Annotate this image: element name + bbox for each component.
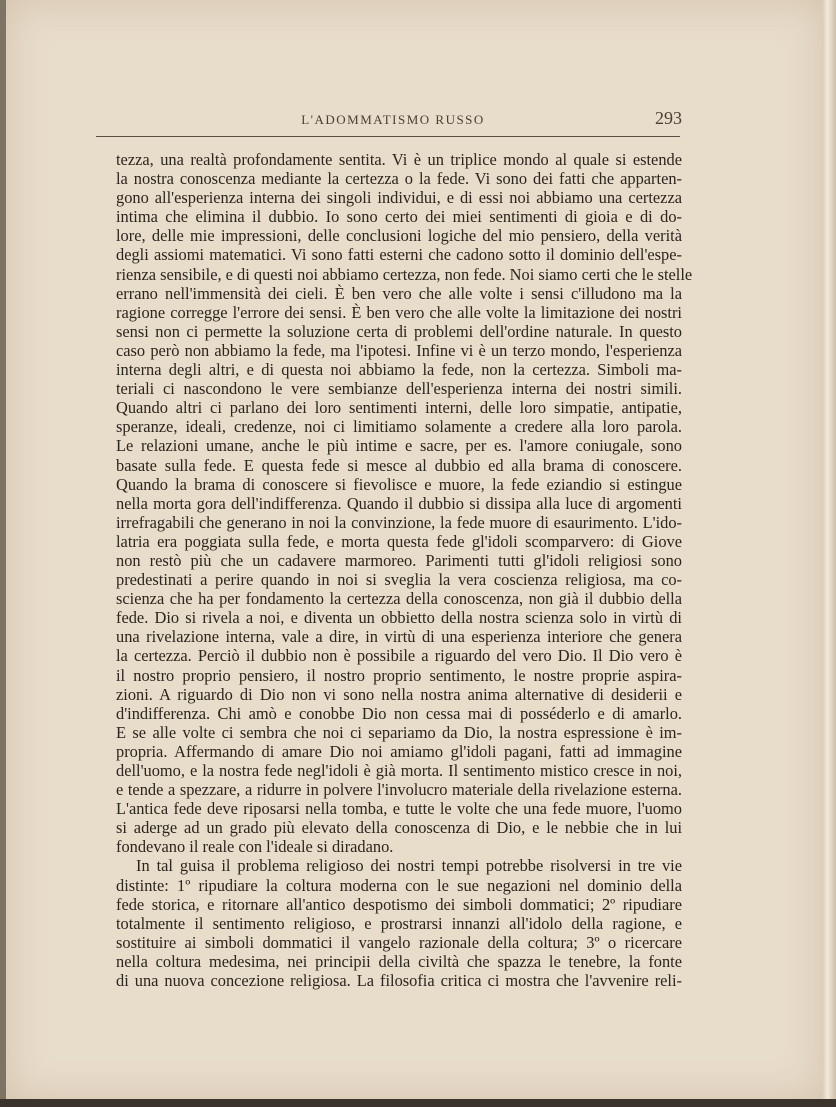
text-line: Quando la brama di conoscere si fievolisce e muore, la fede eziandio si estingue [116, 474, 682, 494]
text-line: nella coltura medesima, nei principii della civiltà che spazza le tenebre, la fonte [116, 951, 682, 971]
text-line: nella morta gora dell'indifferenza. Quando il dubbio si dissipa alla luce di argomenti [116, 493, 682, 513]
text-line: tezza, una realtà profondamente sentita. Vi è un triplice mondo al quale si estende [116, 150, 682, 169]
bottom-border [0, 1099, 836, 1107]
text-line: L'antica fede deve riposarsi nella tomba, e tutte le volte che una fede muore, l'uomo [116, 799, 682, 819]
text-line: fondevano il reale con l'ideale si diradano. [116, 837, 394, 857]
text-line: errano nell'immensità dei cieli. È ben vero che alle volte i sensi c'illudono ma la [116, 283, 682, 303]
text-line: In tal guisa il problema religioso dei nostri tempi potrebbe risolversi in tre vie [136, 856, 682, 876]
text-line: zioni. A riguardo di Dio non vi sono nella nostra anima alternative di desiderii e [116, 684, 682, 704]
body-text [116, 150, 693, 991]
text-line: d'indifferenza. Chi amò e conobbe Dio non cessa mai di posséderlo e di amarlo. [116, 703, 682, 723]
running-head: L'ADOMMATISMO RUSSO [301, 112, 485, 127]
text-line: interna degli altri, e di questa noi abbiamo la fede, non la certezza. Simboli ma- [116, 360, 682, 380]
text-line: Quando altri ci parlano dei loro sentimenti interni, delle loro simpatie, antipatie, [116, 398, 682, 418]
text-line: teriali ci nascondono le vere sembianze dell'esperienza interna dei nostri simili. [116, 379, 682, 399]
text-line: gono all'esperienza interna dei singoli individui, e di essi noi abbiamo una certezza [116, 188, 682, 208]
text-line: sensi non ci permette la soluzione certa di problemi dell'ordine naturale. In questo [116, 321, 682, 341]
text-line: dell'uomo, e la nostra fede negl'idoli è già morta. Il sentimento mistico cresce in noi, [116, 761, 682, 780]
text-line: caso però non abbiamo la fede, ma l'ipotesi. Infine vi è un terzo mondo, l'esperienza [116, 340, 682, 360]
text-line: la certezza. Perciò il dubbio non è possibile a riguardo del vero Dio. Il Dio vero è [116, 646, 682, 666]
text-line: intima che elimina il dubbio. Io sono certo dei miei sentimenti di gioia e di do- [116, 207, 682, 227]
text-line: sostituire ai simboli dommatici il vangelo razionale della coltura; 3º o ricercare [116, 932, 682, 952]
text-line: una rivelazione interna, vale a dire, in virtù di una esperienza interiore che genera [116, 627, 682, 647]
text-line: ragione corregge l'errore dei sensi. È ben vero che alle volte la limitazione dei nostri [116, 302, 682, 322]
text-line: irrefragabili che generano in noi la convinzione, la fede muore di esaurimento. L'ido- [116, 512, 682, 532]
text-line: propria. Affermando di amare Dio noi amiamo gl'idoli pagani, fatti ad immagine [116, 741, 682, 761]
text-line: non restò più che un cadavere marmoreo. Parimenti tutti gl'idoli religiosi sono [116, 550, 682, 570]
text-line: speranze, ideali, credenze, noi ci limitiamo solamente a credere alla loro parola. [116, 417, 682, 437]
header-rule [96, 136, 680, 137]
text-line: si aderge ad un grado più elevato della conoscenza di Dio, e le nebbie che in lui [116, 818, 682, 838]
page-number: 293 [655, 108, 682, 128]
text-line: predestinati a perire quando in noi si sveglia la vera coscienza religiosa, ma co- [116, 570, 682, 590]
text-line: lore, delle mie impressioni, delle conclusioni logiche del mio pensiero, della verità [116, 226, 682, 246]
page-edge [822, 0, 836, 1107]
text-line: il nostro proprio pensiero, il nostro proprio sentimento, le nostre proprie aspira- [116, 665, 682, 685]
text-line: distinte: 1º ripudiare la coltura moderna con le sue negazioni nel dominio della [116, 875, 682, 895]
text-line: fede storica, e ritornare all'antico despotismo dei simboli dommatici; 2º ripudiare [116, 894, 682, 914]
text-line: basate sulla fede. E questa fede si mesce al dubbio ed alla brama di conoscere. [116, 455, 682, 475]
text-line: latria era poggiata sulla fede, e morta questa fede gl'idoli scomparvero: di Giove [116, 531, 682, 551]
text-line: fede. Dio si rivela a noi, e diventa un obbietto della nostra scienza solo in virtù di [116, 608, 682, 628]
text-line: di una nuova concezione religiosa. La filosofia critica ci mostra che l'avvenire reli- [116, 971, 682, 991]
text-line: e tende a spezzare, a ridurre in polvere l'involucro materiale della rivelazione esterna. [116, 780, 682, 800]
text-line: E se alle volte ci sembra che noi ci separiamo da Dio, la nostra espressione è im- [116, 722, 682, 742]
text-line: la nostra conoscenza mediante la certezza o la fede. Vi sono dei fatti che apparten- [116, 169, 682, 189]
page-header [102, 108, 684, 134]
text-line: Le relazioni umane, anche le più intime e sacre, per es. l'amore coniugale, sono [116, 436, 682, 456]
text-line: scienza che ha per fondamento la certezza della conoscenza, non già il dubbio della [116, 589, 682, 609]
text-line: totalmente il sentimento religioso, e prostrarsi innanzi all'idolo della ragione, e [116, 913, 682, 933]
text-line: degli assiomi matematici. Vi sono fatti esterni che cadono sotto il dominio dell'espe- [116, 245, 682, 265]
text-line: rienza sensibile, e di questi noi abbiamo certezza, non fede. Noi siamo certi che le stelle [116, 264, 693, 284]
